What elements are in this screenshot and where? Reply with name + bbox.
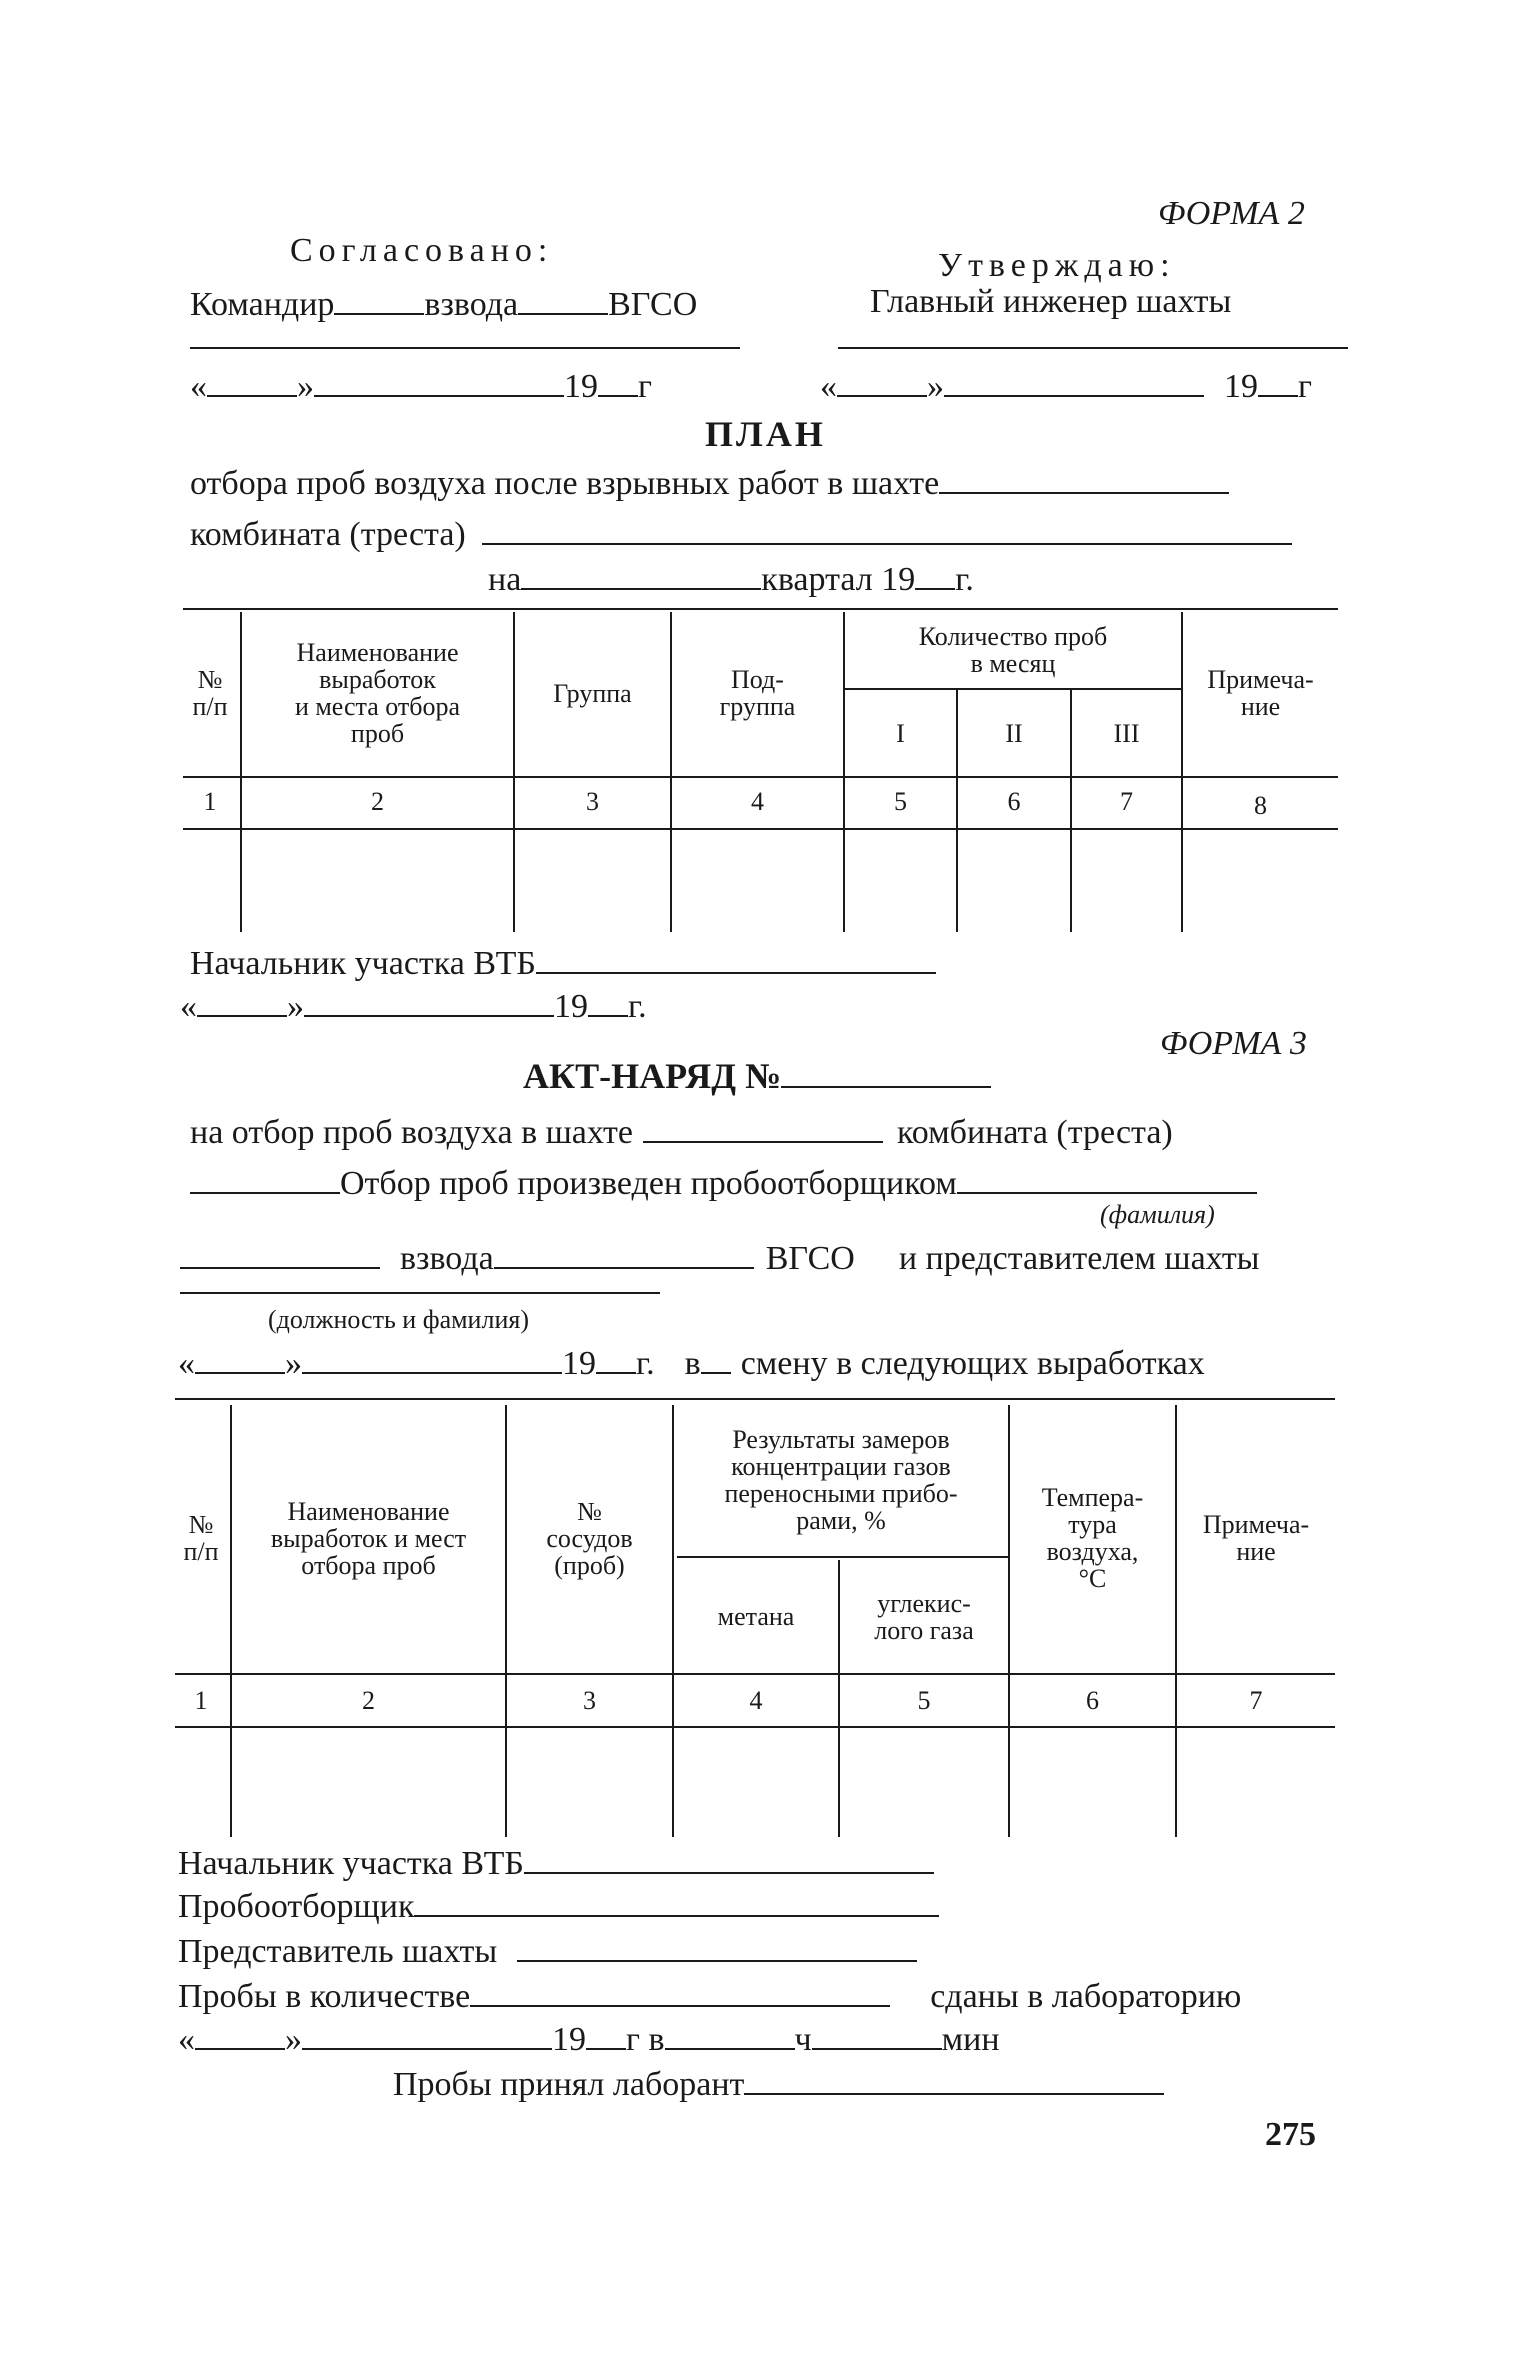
year-suffix: г: [1298, 368, 1312, 405]
platoon-label: взвода: [424, 286, 519, 323]
act-sampler-blank[interactable]: [414, 1885, 939, 1917]
in-text: в: [684, 1345, 701, 1382]
received-blank[interactable]: [744, 2063, 1164, 2095]
quote-close: »: [285, 1345, 302, 1382]
act-vgso: ВГСО: [765, 1240, 855, 1277]
act-number-blank[interactable]: [781, 1056, 991, 1088]
position-hint: (должность и фамилия): [268, 1305, 529, 1334]
act-chief: [178, 1842, 934, 1883]
quote-open: «: [820, 368, 837, 405]
left-signature-line[interactable]: [190, 347, 740, 349]
day-blank[interactable]: [197, 985, 287, 1017]
t1-col-note: Примеча- ние: [1207, 665, 1314, 721]
act-mine-rep-blank[interactable]: [517, 1930, 917, 1962]
act-platoon: взвода: [400, 1240, 494, 1277]
t1-col-i: I: [896, 718, 905, 748]
plan-line1: [190, 462, 1229, 503]
quarter-text: квартал 19: [761, 561, 916, 598]
year-blank[interactable]: [1258, 365, 1298, 397]
t2-col-co2: углекис- лого газа: [874, 1588, 974, 1645]
t2-numbers-bottom: [175, 1726, 1335, 1728]
quote-close: »: [927, 368, 944, 405]
t1-col-iii: III: [1113, 718, 1140, 748]
t1-col-num: № п/п: [192, 665, 228, 721]
vgso-label: ВГСО: [608, 286, 698, 323]
act-line1: [190, 1111, 1173, 1152]
agreed-heading: Согласовано:: [290, 232, 554, 269]
day-blank[interactable]: [207, 365, 297, 397]
t1-num-6: 6: [1007, 787, 1021, 816]
t2-header-bottom: [175, 1673, 1335, 1675]
act-title-text: АКТ-НАРЯД №: [523, 1056, 782, 1096]
on-blank[interactable]: [521, 558, 761, 590]
act-mine-blank[interactable]: [643, 1111, 883, 1143]
received-label: Пробы принял лаборант: [393, 2066, 745, 2103]
t2-num-1: 1: [194, 1686, 208, 1715]
approve-heading: Утверждаю:: [938, 247, 1176, 284]
t2-col-num: № п/п: [183, 1510, 219, 1566]
t2-col-vessels: № сосудов (проб): [546, 1496, 633, 1580]
plan-line1-text: отбора проб воздуха после взрывных работ в шахте: [190, 465, 940, 502]
quote-open: «: [178, 1345, 195, 1382]
month-blank[interactable]: [302, 2018, 552, 2050]
year-blank[interactable]: [596, 1342, 636, 1374]
act-date-line: [178, 1342, 1205, 1383]
t2-num-2: 2: [362, 1686, 375, 1715]
year-blank[interactable]: [598, 365, 638, 397]
t2-num-6: 6: [1086, 1686, 1099, 1715]
month-blank[interactable]: [302, 1342, 562, 1374]
act-chief-blank[interactable]: [524, 1842, 934, 1874]
t2-col-results: Результаты замеров концентрации газов переносными прибо- рами, %: [724, 1425, 958, 1535]
form2-label: ФОРМА 2: [1158, 195, 1305, 232]
t1-col-count: Количество проб в месяц: [918, 622, 1108, 678]
year-suffix: г.: [628, 988, 647, 1025]
form3-label: ФОРМА 3: [1160, 1025, 1307, 1062]
t1-col-ii: II: [1005, 718, 1023, 748]
t1-num-1: 1: [203, 787, 217, 816]
samples-count-label: Пробы в количестве: [178, 1978, 471, 2015]
shift-text: смену в следующих выработках: [740, 1345, 1205, 1382]
plan-chief: [190, 942, 936, 983]
plan-line3: [488, 558, 974, 599]
commander-line: [190, 283, 697, 324]
act-line1-b: комбината (треста): [897, 1114, 1173, 1151]
year-blank[interactable]: [588, 985, 628, 1017]
plan-line2: [190, 513, 1292, 554]
commander-blank[interactable]: [334, 283, 424, 315]
act-line2: [190, 1162, 1257, 1203]
t1-num-2: 2: [371, 787, 384, 816]
act-mine-rep-label: Представитель шахты: [178, 1933, 498, 1970]
t2-col-name: Наименование выработок и мест отбора проб: [270, 1496, 467, 1580]
quote-close: »: [297, 368, 314, 405]
approve-date: [820, 365, 1312, 406]
year-suffix: г.: [636, 1345, 655, 1382]
t1-numbers-bottom: [183, 828, 1338, 830]
quote-close: »: [287, 988, 304, 1025]
act-title: [523, 1055, 991, 1097]
act-sampler: [178, 1885, 939, 1926]
t2-num-4: 4: [749, 1686, 763, 1715]
quote-open: «: [180, 988, 197, 1025]
t2-num-3: 3: [583, 1686, 596, 1715]
year-prefix: 19: [1224, 368, 1258, 405]
act-line2-text: Отбор проб произведен пробоотборщиком: [340, 1165, 957, 1202]
day-blank[interactable]: [195, 2018, 285, 2050]
position-line[interactable]: [180, 1292, 660, 1294]
combine-blank[interactable]: [482, 513, 1292, 545]
chief-label: Начальник участка ВТБ: [190, 945, 536, 982]
handed-label: сданы в лабораторию: [930, 1978, 1242, 2015]
plan-line2-text: комбината (треста): [190, 516, 466, 553]
quote-open: «: [178, 2021, 195, 2058]
t1-num-7: 7: [1120, 787, 1133, 816]
act-line3: [180, 1237, 1260, 1278]
act-samples-count: [178, 1975, 1241, 2016]
month-blank[interactable]: [314, 365, 564, 397]
surname-hint: (фамилия): [1100, 1200, 1215, 1229]
agreed-date: [190, 365, 652, 406]
right-signature-line[interactable]: [838, 347, 1348, 349]
t2-top-line: [175, 1398, 1335, 1400]
act-line1-a: на отбор проб воздуха в шахте: [190, 1114, 633, 1151]
year-prefix: 19: [562, 1345, 596, 1382]
minutes-blank[interactable]: [812, 2018, 942, 2050]
year-prefix: 19: [552, 2021, 586, 2058]
hours-text: ч: [794, 2021, 812, 2058]
t2-col-methane: метана: [717, 1602, 795, 1631]
shift-blank[interactable]: [701, 1342, 731, 1374]
act-mine-rep: и представителем шахты: [898, 1240, 1260, 1277]
mine-blank[interactable]: [939, 462, 1229, 494]
act-received: [393, 2063, 1164, 2104]
commander-label: Командир: [190, 286, 335, 323]
t1-col-group: Группа: [553, 678, 632, 708]
act-combine-blank[interactable]: [190, 1162, 340, 1194]
act-platoon-blank[interactable]: [494, 1237, 754, 1269]
plan-title: ПЛАН: [705, 414, 826, 454]
t2-num-7: 7: [1249, 1686, 1263, 1715]
samples-count-blank[interactable]: [470, 1975, 890, 2007]
quote-close: »: [285, 2021, 302, 2058]
quarter-year-blank[interactable]: [915, 558, 955, 590]
act-sampler-label: Пробоотборщик: [178, 1888, 415, 1925]
position-blank[interactable]: [180, 1237, 380, 1269]
on-text: на: [488, 561, 522, 598]
act-chief-label: Начальник участка ВТБ: [178, 1845, 524, 1882]
minutes-text: мин: [941, 2021, 1000, 2058]
t2-results-split: [677, 1556, 1009, 1558]
platoon-blank[interactable]: [518, 283, 608, 315]
act-handed-date: [178, 2018, 1000, 2059]
t1-header-bottom: [183, 776, 1338, 778]
page-number: 275: [1265, 2116, 1316, 2153]
t1-num-5: 5: [894, 787, 907, 816]
t1-num-8: 8: [1254, 791, 1267, 820]
t2-col-temp: Темпера- тура воздуха, °С: [1041, 1483, 1144, 1593]
hours-blank[interactable]: [665, 2018, 795, 2050]
year-suffix: г: [638, 368, 652, 405]
year-prefix: 19: [564, 368, 598, 405]
t1-col-subgroup: Под- группа: [719, 665, 796, 721]
t1-top-line: [183, 608, 1338, 610]
t2-num-5: 5: [917, 1686, 931, 1715]
chief-engineer-label: Главный инженер шахты: [870, 283, 1232, 320]
t1-num-4: 4: [751, 787, 764, 816]
t2-col-note: Примеча- ние: [1202, 1510, 1310, 1566]
t1-col-name: Наименование выработок и места отбора проб: [294, 638, 461, 748]
sampler-blank[interactable]: [957, 1162, 1257, 1194]
year-prefix: 19: [554, 988, 588, 1025]
day-blank[interactable]: [837, 365, 927, 397]
plan-chief-date: [180, 985, 647, 1026]
month-blank[interactable]: [304, 985, 554, 1017]
year-blank[interactable]: [586, 2018, 626, 2050]
quarter-suffix: г.: [955, 561, 974, 598]
month-blank[interactable]: [944, 365, 1204, 397]
t1-num-3: 3: [586, 787, 599, 816]
chief-blank[interactable]: [536, 942, 936, 974]
act-mine-rep-sign: [178, 1930, 917, 1971]
g-v-text: г в: [626, 2021, 665, 2058]
day-blank[interactable]: [195, 1342, 285, 1374]
quote-open: «: [190, 368, 207, 405]
